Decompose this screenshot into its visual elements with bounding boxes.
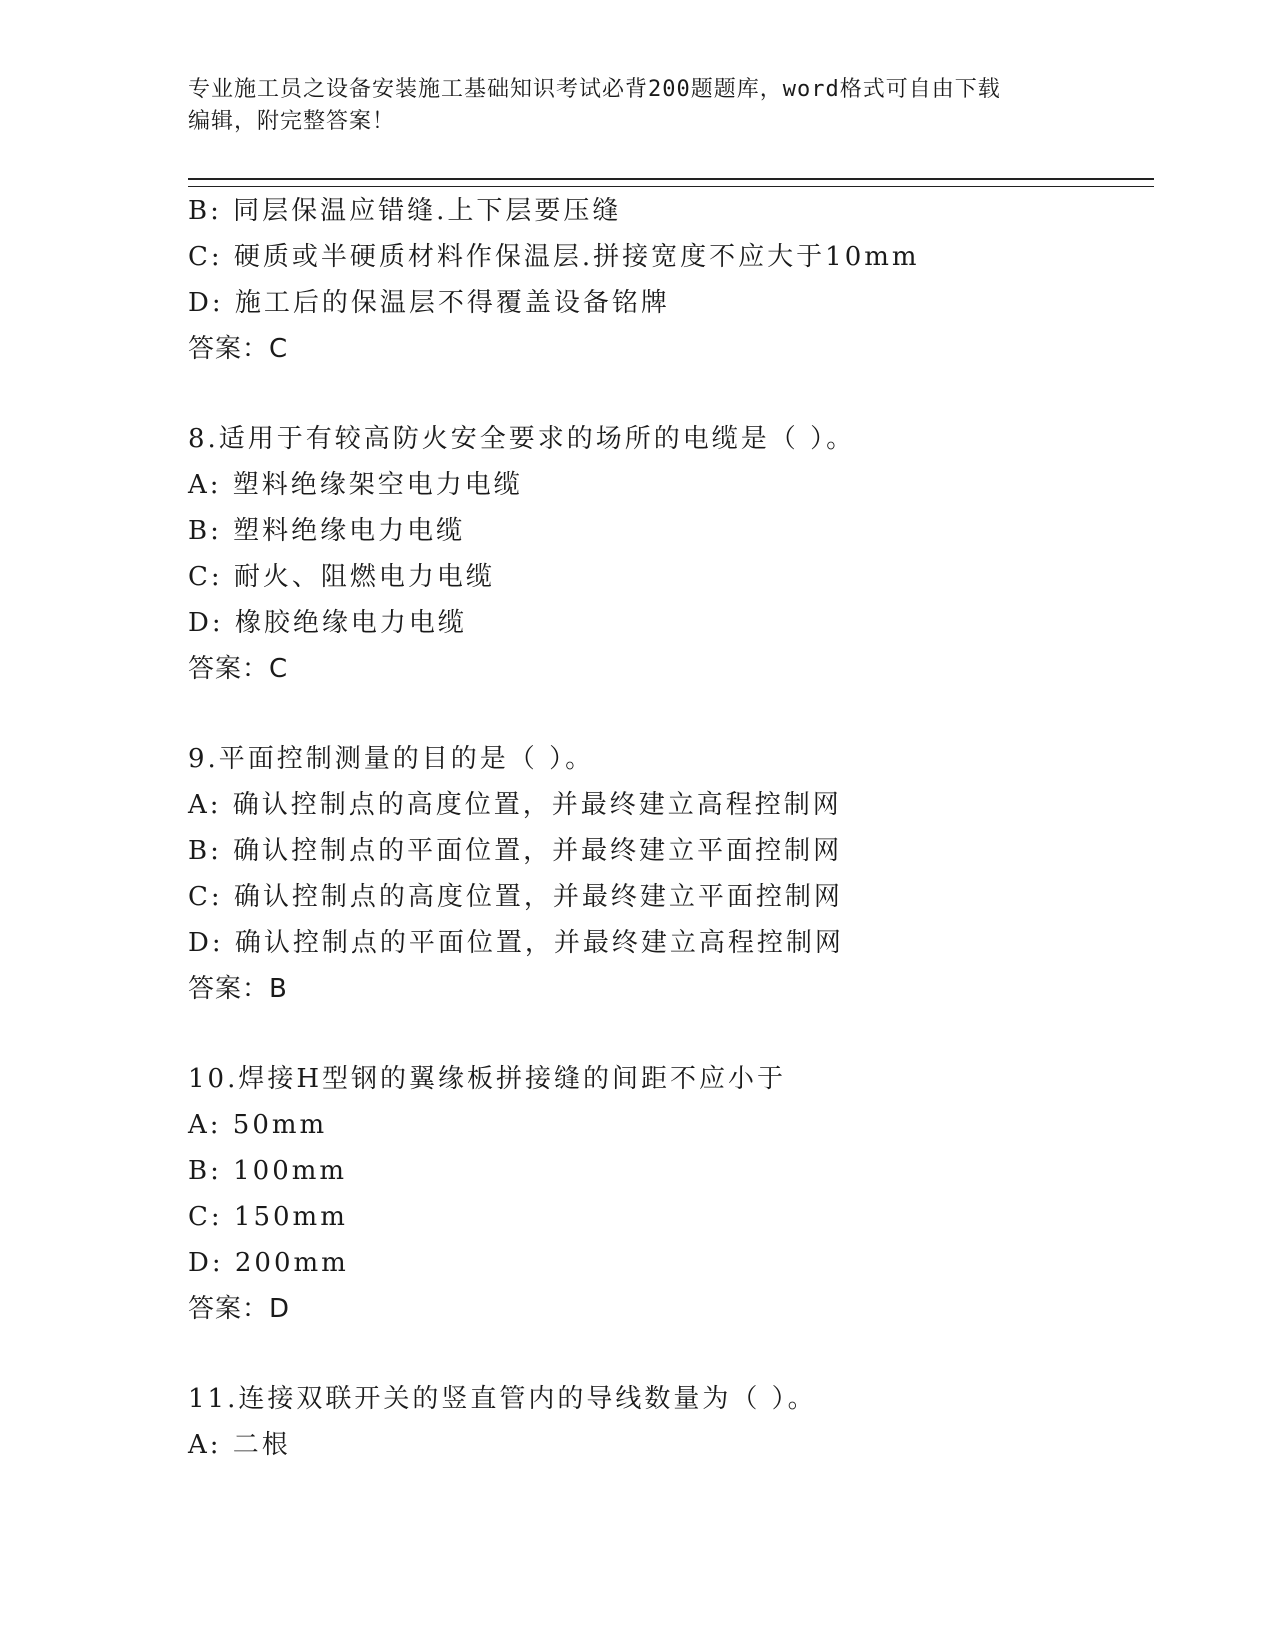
answer-line: 答案：B (188, 974, 288, 1004)
page-header (188, 74, 1088, 138)
option-b: B: 100mm (188, 1156, 348, 1186)
option-b: B: 同层保温应错缝.上下层要压缝 (188, 196, 622, 226)
question-text: 9.平面控制测量的目的是（ ）。 (188, 744, 595, 774)
question-block (188, 736, 1148, 1012)
header-title-line-1: 专业施工员之设备安装施工基础知识考试必背200题题库，word格式可自由下载 (188, 77, 1001, 102)
option-d: D: 施工后的保温层不得覆盖设备铭牌 (188, 288, 670, 318)
question-text: 10.焊接H型钢的翼缘板拼接缝的间距不应小于 (188, 1064, 787, 1094)
header-divider (188, 178, 1154, 187)
question-list (188, 188, 1148, 1468)
answer-line: 答案：D (188, 1294, 291, 1324)
header-title-line-2: 编辑，附完整答案！ (188, 109, 396, 134)
option-b: B: 确认控制点的平面位置，并最终建立平面控制网 (188, 836, 843, 866)
option-a: A: 塑料绝缘架空电力电缆 (188, 470, 523, 500)
question-block (188, 1376, 1148, 1468)
option-a: A: 二根 (188, 1430, 291, 1460)
answer-line: 答案：C (188, 334, 289, 364)
option-a: A: 确认控制点的高度位置，并最终建立高程控制网 (188, 790, 842, 820)
option-c: C: 硬质或半硬质材料作保温层.拼接宽度不应大于10mm (188, 242, 920, 272)
option-d: D: 200mm (188, 1248, 349, 1278)
option-d: D: 橡胶绝缘电力电缆 (188, 608, 467, 638)
option-b: B: 塑料绝缘电力电缆 (188, 516, 466, 546)
option-a: A: 50mm (188, 1110, 328, 1140)
option-c: C: 耐火、阻燃电力电缆 (188, 562, 495, 592)
question-block (188, 188, 1148, 372)
question-text: 8.适用于有较高防火安全要求的场所的电缆是（ ）。 (188, 424, 856, 454)
option-c: C: 确认控制点的高度位置，并最终建立平面控制网 (188, 882, 843, 912)
answer-line: 答案：C (188, 654, 289, 684)
question-block (188, 1056, 1148, 1332)
question-text: 11.连接双联开关的竖直管内的导线数量为（ ）。 (188, 1384, 817, 1414)
option-c: C: 150mm (188, 1202, 348, 1232)
question-block (188, 416, 1148, 692)
option-d: D: 确认控制点的平面位置，并最终建立高程控制网 (188, 928, 844, 958)
